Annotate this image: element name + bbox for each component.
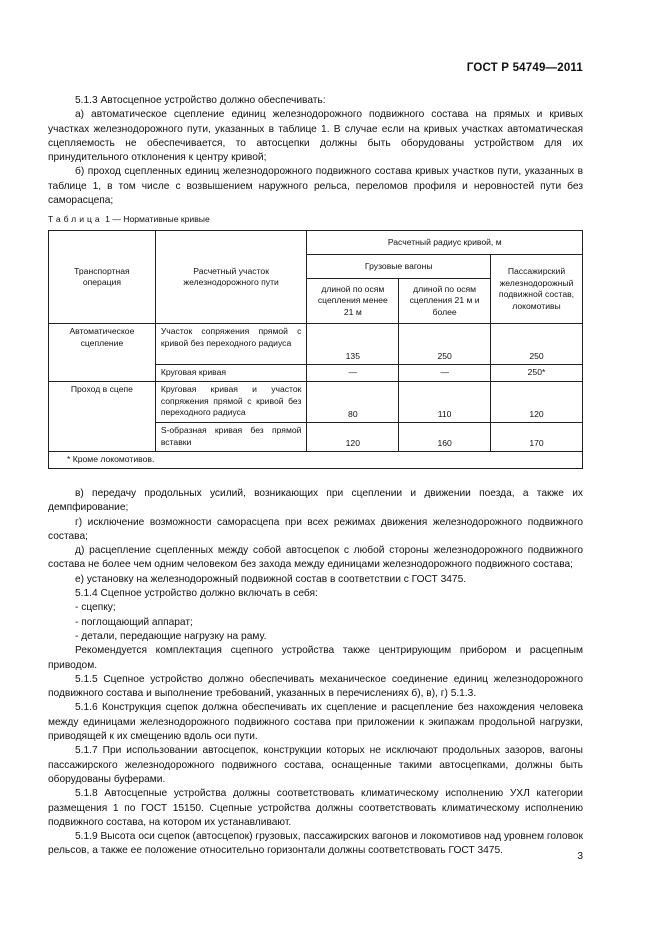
cell-section: Круговая кривая [155,365,307,382]
cell-value: — [399,365,491,382]
header-passenger: Пассажирский железнодорожный подвижной состав, локомотивы [491,255,583,324]
header-section: Расчетный участок железнодорожного пути [155,231,307,324]
cell-operation: Проход в сцепе [49,382,156,452]
header-operation: Транспортная операция [49,231,156,324]
normative-curves-table [48,230,583,469]
cell-value: 110 [399,382,491,423]
clause-5-1-4: 5.1.4 Сцепное устройство должно включать в себя: [75,588,318,600]
table-row [49,324,583,365]
cell-section: Круговая кривая и участок сопряжения прямой с кривой без переходного радиуса [155,382,307,423]
cell-value: 135 [307,324,399,365]
cell-value: 250* [491,365,583,382]
header-radius: Расчетный радиус кривой, м [307,231,583,255]
header-freight-long: длиной по осям сцепления 21 м и более [399,279,491,324]
recommendation: Рекомендуется комплектация сцепного устройства также центрирующим прибором и расцепным приводом. [48,645,583,671]
cell-value: 170 [491,423,583,452]
cell-operation: Автоматическое сцепление [49,324,156,382]
cell-section: S-образная кривая без прямой вставки [155,423,307,452]
header-freight: Грузовые вагоны [307,255,491,279]
cell-section: Участок сопряжения прямой с кривой без переходного радиуса [155,324,307,365]
item-g: г) исключение возможности саморасцепа при всех режимах движения железнодорожного подвижного состава; [48,516,583,542]
table-row [49,382,583,423]
cell-value: 120 [307,423,399,452]
list-item: - сцепку; [75,602,116,614]
cell-value: 250 [491,324,583,365]
cell-value: 160 [399,423,491,452]
section-top [48,94,583,208]
section-bottom [48,487,583,859]
table-caption-word: Таблица [48,214,103,224]
item-v: в) передачу продольных усилий, возникающих при сцеплении и движении поезда, а также их демпфирование; [48,488,583,514]
item-b: б) проход сцепленных единиц железнодорожного подвижного состава кривых участков пути, указанных в таблице 1, в том числе с возвышением наружного рельса, переломов профиля и неровностей пути без саморасцепа; [48,166,583,207]
page-number: 3 [577,851,583,862]
document-number: ГОСТ Р 54749—2011 [466,62,583,74]
clause-5-1-9: 5.1.9 Высота оси сцепок (автосцепок) грузовых, пассажирских вагонов и локомотивов над уровнем головок рельсов, а также ее положение относительно горизонтали должны соответствовать ГОСТ 3475. [48,831,583,857]
cell-value: 120 [491,382,583,423]
table-caption [48,214,210,224]
cell-value: 80 [307,382,399,423]
clause-5-1-7: 5.1.7 При использовании автосцепок, конструкции которых не исключают продольных зазоров, вагоны пассажирского железнодорожного подвижного состава, оснащенные такими автосцепками, должны быть оборудованы буферами. [48,745,583,785]
table-footnote: * Кроме локомотивов. [49,452,583,469]
list-item: - детали, передающие нагрузку на раму. [75,630,267,642]
table-caption-title: 1 — Нормативные кривые [102,214,210,224]
clause-5-1-5: 5.1.5 Сцепное устройство должно обеспечивать механическое соединение единиц железнодорожного подвижного состава и выполнение требований, указанных в перечислениях б), в), г) 5.1.3. [48,673,583,700]
clause-5-1-8: 5.1.8 Автосцепные устройства должны соответствовать климатическому исполнению УХЛ категории размещения 1 по ГОСТ 15150. Сцепные устройства должны соответствовать климатическому исполнению подвижного состава, на котором их устанавливают. [48,788,583,828]
header-freight-short: длиной по осям сцепления менее 21 м [307,279,399,324]
clause-5-1-6: 5.1.6 Конструкция сцепок должна обеспечивать их сцепление и расцепление без нахождения человека между единицами железнодорожного подвижного состава при приложении к экипажам продольной нагрузки, приводящей к их смещению вдоль оси пути. [48,702,583,743]
clause-5-1-3: 5.1.3 Автосцепное устройство должно обеспечивать: [75,95,326,106]
item-d: д) расцепление сцепленных между собой автосцепок с любой стороны железнодорожного подвижного состава не более чем одним человеком без захода между единицами железнодорожного подвижного состава; [48,545,583,571]
cell-value: 250 [399,324,491,365]
item-e: е) установку на железнодорожный подвижной состав в соответствии с ГОСТ 3475. [75,573,467,585]
item-a: а) автоматическое сцепление единиц железнодорожного подвижного состава на прямых и кривых участках железнодорожного пути, указанных в таблице 1. В случае если на кривых участках автоматическая сцепляемость не обеспечивается, то автосцепки должны быть оборудованы устройством для их принудительного отклонения к центру кривой; [48,109,583,164]
cell-value: — [307,365,399,382]
list-item: - поглощающий аппарат; [75,616,193,628]
